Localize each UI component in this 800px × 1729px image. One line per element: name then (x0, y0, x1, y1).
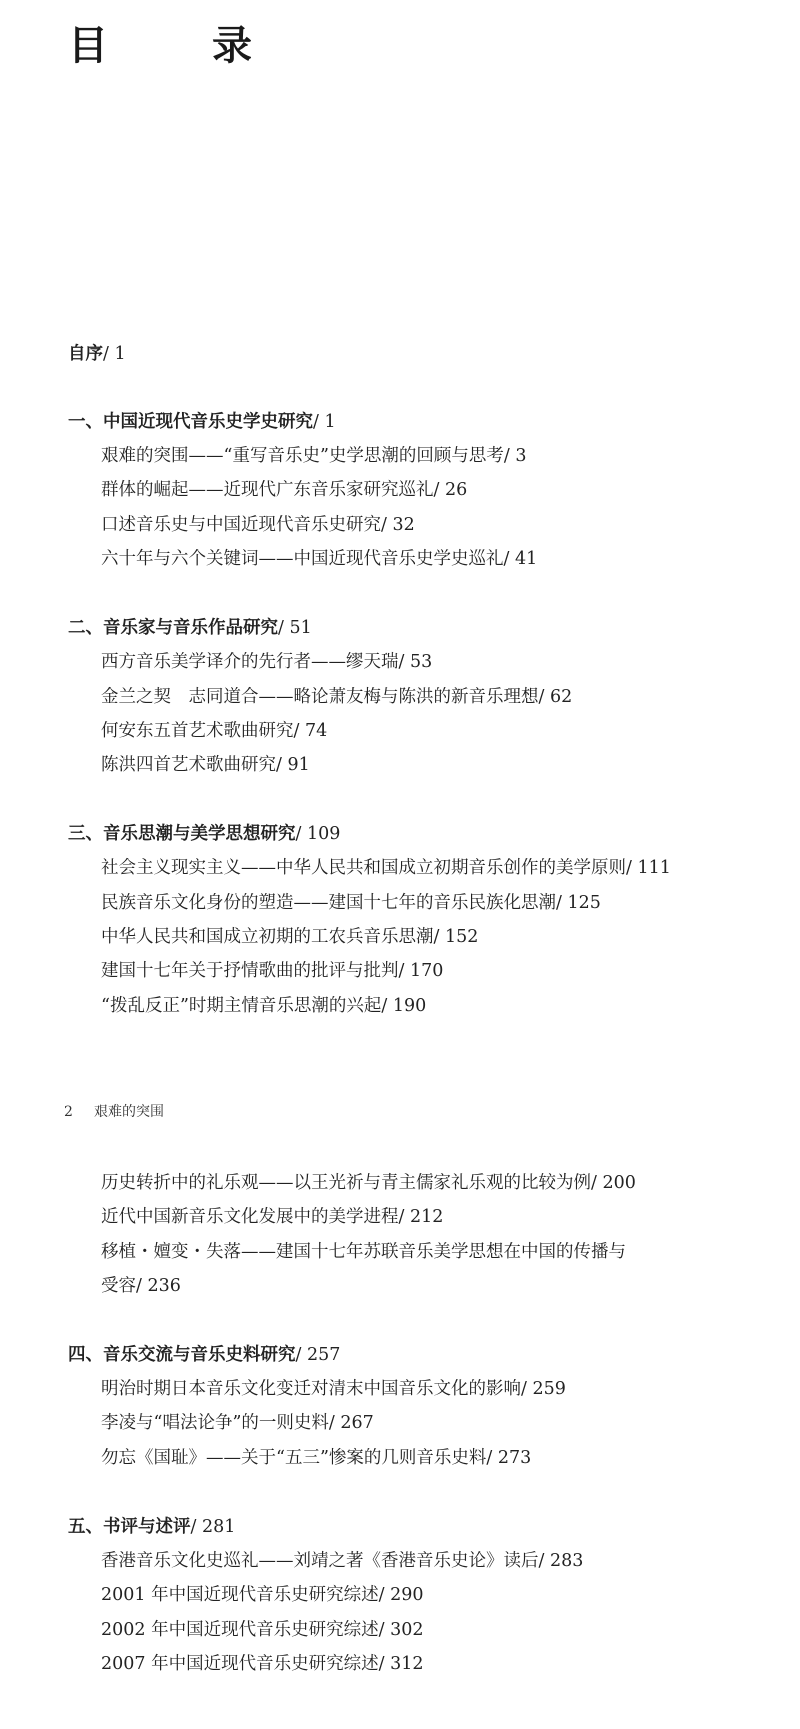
toc-page-number: / 74 (293, 721, 328, 741)
toc-page-number: / 3 (503, 446, 527, 466)
toc-entry-title: 移植・嬗变・失落——建国十七年苏联音乐美学思想在中国的传播与 (101, 1242, 626, 1262)
toc-page-number: / 109 (295, 824, 341, 844)
toc-page-number: / 1 (313, 412, 336, 432)
toc-page-number: / 281 (190, 1517, 236, 1537)
toc-entry[interactable] (101, 857, 671, 879)
toc-page-number: / 190 (381, 996, 427, 1016)
toc-page-number: / 125 (556, 893, 601, 913)
toc-preface-label: 自序 (68, 344, 103, 364)
toc-entry[interactable] (101, 892, 601, 914)
toc-page-number: / 200 (591, 1173, 636, 1193)
toc-page-number: / 53 (398, 652, 433, 672)
toc-entry-title: 2007 年中国近现代音乐史研究综述 (101, 1654, 379, 1674)
toc-entry-title: 香港音乐文化史巡礼——刘靖之著《香港音乐史论》读后 (101, 1551, 539, 1571)
toc-entry[interactable] (101, 1550, 583, 1572)
toc-entry[interactable] (101, 651, 432, 673)
toc-section-4[interactable] (68, 1344, 340, 1366)
toc-page-number: / 152 (433, 927, 479, 947)
toc-entry[interactable] (101, 1412, 374, 1434)
toc-entry-title: 2002 年中国近现代音乐史研究综述 (101, 1620, 379, 1640)
toc-entry[interactable] (101, 1619, 423, 1641)
toc-page-number: / 1 (103, 344, 126, 364)
toc-entry-title: 艰难的突围——“重写音乐史”史学思潮的回顾与思考 (101, 446, 504, 466)
toc-entry-title: 六十年与六个关键词——中国近现代音乐史学史巡礼 (101, 549, 504, 569)
toc-entry-title: 西方音乐美学译介的先行者——缪天瑞 (101, 652, 399, 672)
toc-entry[interactable] (101, 754, 310, 776)
page-title: 目 录 (68, 23, 284, 69)
toc-page-number: / 302 (378, 1620, 424, 1640)
toc-page-number: / 273 (486, 1448, 532, 1468)
toc-page-number: / 259 (521, 1379, 566, 1399)
toc-entry-title: 金兰之契 志同道合——略论萧友梅与陈洪的新音乐理想 (101, 687, 539, 707)
toc-section-label: 四、音乐交流与音乐史料研究 (68, 1345, 296, 1365)
toc-entry[interactable] (101, 479, 467, 501)
toc-page-number: / 312 (378, 1654, 424, 1674)
toc-entry[interactable] (101, 445, 527, 467)
toc-page-number: / 212 (398, 1207, 444, 1227)
toc-preface[interactable] (68, 343, 126, 365)
toc-page-number: / 111 (626, 858, 671, 878)
toc-page-number: / 91 (276, 755, 310, 775)
toc-section-3[interactable] (68, 823, 340, 845)
toc-entry-title: 群体的崛起——近现代广东音乐家研究巡礼 (101, 480, 434, 500)
running-head (64, 1103, 164, 1121)
toc-entry[interactable] (101, 1584, 423, 1606)
toc-entry[interactable] (101, 1378, 566, 1400)
toc-section-5[interactable] (68, 1516, 235, 1538)
toc-page-number: / 170 (398, 961, 444, 981)
toc-entry-title: 近代中国新音乐文化发展中的美学进程 (101, 1207, 399, 1227)
toc-page-number: / 236 (136, 1276, 181, 1296)
toc-page-number: / 267 (328, 1413, 374, 1433)
toc-entry-title: 民族音乐文化身份的塑造——建国十七年的音乐民族化思潮 (101, 893, 556, 913)
toc-entry-title: 建国十七年关于抒情歌曲的批评与批判 (101, 961, 399, 981)
toc-page-number: / 283 (538, 1551, 584, 1571)
toc-page-number: / 26 (433, 480, 468, 500)
toc-entry-title: 历史转折中的礼乐观——以王光祈与青主儒家礼乐观的比较为例 (101, 1173, 591, 1193)
toc-entry-title: “拨乱反正”时期主情音乐思潮的兴起 (101, 996, 382, 1016)
toc-entry[interactable] (101, 1172, 636, 1194)
toc-section-label: 一、中国近现代音乐史学史研究 (68, 412, 313, 432)
toc-page-number: / 51 (278, 618, 312, 638)
toc-section-label: 五、书评与述评 (68, 1517, 191, 1537)
toc-entry[interactable] (101, 1206, 443, 1228)
toc-entry[interactable] (101, 1653, 423, 1675)
toc-entry-continuation[interactable] (101, 1275, 181, 1297)
toc-entry-title: 中华人民共和国成立初期的工农兵音乐思潮 (101, 927, 434, 947)
toc-entry-title: 陈洪四首艺术歌曲研究 (101, 755, 276, 775)
toc-entry-title: 明治时期日本音乐文化变迁对清末中国音乐文化的影响 (101, 1379, 521, 1399)
toc-section-label: 三、音乐思潮与美学思想研究 (68, 824, 296, 844)
toc-page-number: / 290 (378, 1585, 424, 1605)
toc-page-number: / 41 (503, 549, 538, 569)
toc-entry-title: 社会主义现实主义——中华人民共和国成立初期音乐创作的美学原则 (101, 858, 626, 878)
toc-entry[interactable] (101, 686, 572, 708)
toc-entry[interactable] (101, 720, 327, 742)
toc-entry[interactable] (101, 1447, 531, 1469)
toc-entry[interactable] (101, 514, 415, 536)
running-head-page-number: 2 (64, 1104, 73, 1120)
toc-section-1[interactable] (68, 411, 336, 433)
toc-section-label: 二、音乐家与音乐作品研究 (68, 618, 278, 638)
toc-entry-title: 2001 年中国近现代音乐史研究综述 (101, 1585, 379, 1605)
running-head-book-title: 艰难的突围 (94, 1104, 164, 1120)
toc-section-2[interactable] (68, 617, 312, 639)
toc-page-number: / 257 (295, 1345, 341, 1365)
toc-entry[interactable] (101, 995, 426, 1017)
toc-page-number: / 32 (381, 515, 415, 535)
toc-page-number: / 62 (538, 687, 573, 707)
toc-entry[interactable] (101, 960, 443, 982)
toc-entry[interactable] (101, 1241, 626, 1263)
toc-entry-title: 李凌与“唱法论争”的一则史料 (101, 1413, 329, 1433)
toc-entry-title: 何安东五首艺术歌曲研究 (101, 721, 294, 741)
toc-entry-title: 受容 (101, 1276, 136, 1296)
toc-entry-title: 勿忘《国耻》——关于“五三”惨案的几则音乐史料 (101, 1448, 487, 1468)
toc-entry-title: 口述音乐史与中国近现代音乐史研究 (101, 515, 381, 535)
toc-entry[interactable] (101, 926, 478, 948)
toc-entry[interactable] (101, 548, 537, 570)
